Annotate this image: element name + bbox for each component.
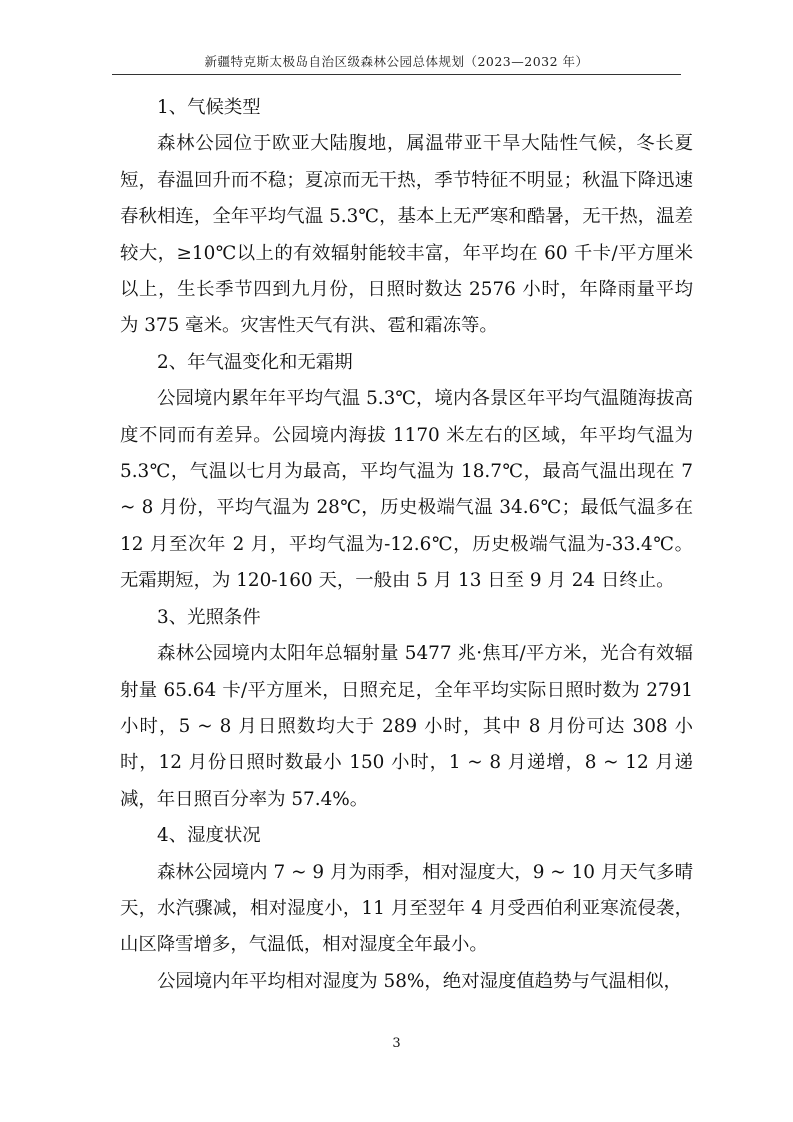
section-climate-type: [120, 90, 693, 345]
paragraph: 森林公园境内 7 ~ 9 月为雨季，相对湿度大，9 ~ 10 月天气多晴天，水汽骤减，相对湿度小，11 月至翌年 4 月受西伯利亚寒流侵袭，山区降雪增多，气温低，相对湿度全年最小。: [120, 861, 693, 956]
page-number: 3: [392, 1036, 401, 1051]
paragraph: 公园境内年平均相对湿度为 58%，绝对湿度值趋势与气温相似，: [157, 970, 682, 992]
section-humidity: [120, 818, 693, 1000]
section-sunlight: [120, 600, 693, 818]
section-heading: 3、光照条件: [157, 606, 261, 628]
section-temperature-frost: [120, 345, 693, 600]
paragraph: 森林公园位于欧亚大陆腹地，属温带亚干旱大陆性气候，冬长夏短，春温回升而不稳；夏凉而无干热，季节特征不明显；秋温下降迅速春秋相连，全年平均气温 5.3℃，基本上无严寒和酷暑，无干热，温差较大，≥10℃以上的有效辐射能较丰富，年平均在 60 千卡/平方厘米以上，生长季节四到九月份，日照时数达 2576 小时，年降雨量平均为 375 毫米。灾害性天气有洪、雹和霜冻等。: [120, 133, 693, 337]
section-heading: 4、湿度状况: [157, 825, 261, 847]
section-heading: 1、气候类型: [157, 97, 261, 118]
paragraph: 公园境内累年年平均气温 5.3℃，境内各景区年平均气温随海拔高度不同而有差异。公园境内海拔 1170 米左右的区域，年平均气温为 5.3℃，气温以七月为最高，平均气温为 18.7℃，最高气温出现在 7 ~ 8 月份，平均气温为 28℃，历史极端气温 34.6℃；最低气温多在 12 月至次年 2 月，平均气温为-12.6℃，历史极端气温为-33.4℃。无霜期短，为 120-160 天，一般由 5 月 13 日至 9 月 24 日终止。: [120, 388, 693, 592]
paragraph: 森林公园境内太阳年总辐射量 5477 兆·焦耳/平方米，光合有效辐射量 65.64 卡/平方厘米，日照充足，全年平均实际日照时数为 2791 小时，5 ~ 8 月日照数均大于 289 小时，其中 8 月份可达 308 小时，12 月份日照时数最小 150 小时，1 ~ 8 月递增，8 ~ 12 月递减，年日照百分率为 57.4%。: [120, 643, 693, 810]
header-rule: [112, 74, 681, 75]
section-heading: 2、年气温变化和无霜期: [157, 351, 353, 373]
running-header: 新疆特克斯太极岛自治区级森林公园总体规划（2023—2032 年）: [204, 54, 589, 69]
document-body: [120, 90, 693, 1000]
